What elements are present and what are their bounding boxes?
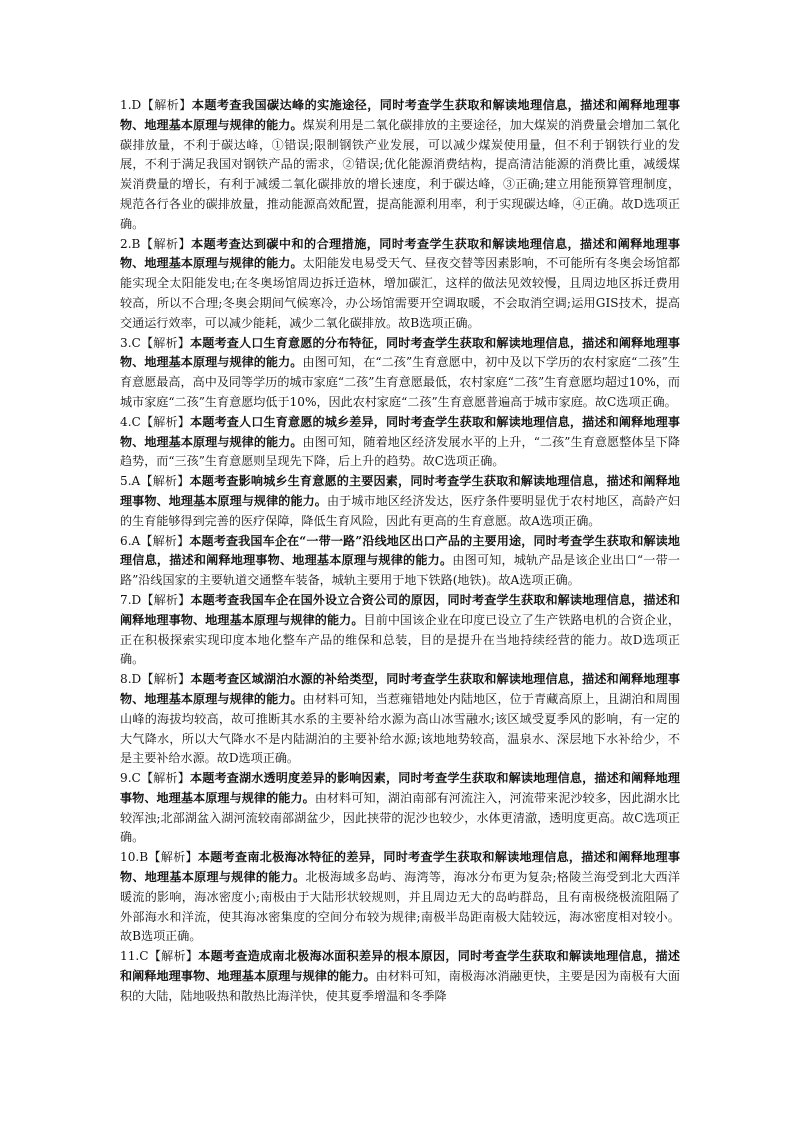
answer-number: 4.C: [120, 414, 141, 429]
answer-number: 7.D: [120, 592, 142, 607]
answer-number: 9.C: [120, 771, 141, 786]
answer-number: 11.C: [120, 949, 149, 964]
explanation-lead: 本题考查我国车企在国外设立合资公司的原因，同时考查学生获取和解读地理信息，描述和阐释地理事物、地理基本原理与规律的能力。: [120, 592, 680, 627]
explanation-lead: 本题考查影响城乡生育意愿的主要因素，同时考查学生获取和解读地理信息，描述和阐释地理事物、地理基本原理与规律的能力。: [120, 474, 680, 508]
explanation-lead: 本题考查区域湖泊水源的补给类型，同时考查学生获取和解读地理信息，描述和阐释地理事物、地理基本原理与规律的能力。: [120, 672, 680, 706]
answer-number: 1.D: [120, 98, 142, 112]
analysis-tag: 【解析】: [148, 949, 199, 964]
explanation-lead: 本题考查我国车企在“一带一路”沿线地区出口产品的主要用途，同时考查学生获取和解读地理信息，描述和阐释地理事物、地理基本原理与规律的能力。: [120, 533, 680, 568]
explanation-body: 目前中国该企业在印度已设立了生产铁路电机的合资企业，正在积极探索实现印度本地化整车产品的维保和总装，目的是提升在当地持续经营的能力。故D选项正确。: [120, 612, 680, 667]
explanation-item-1: [120, 96, 680, 235]
analysis-tag: 【解析】: [140, 335, 190, 350]
explanation-lead: 本题考查我国碳达峰的实施途径，同时考查学生获取和解读地理信息，描述和阐释地理事物、地理基本原理与规律的能力。: [120, 98, 680, 132]
analysis-tag: 【解析】: [141, 98, 192, 112]
explanation-lead: 本题考查人口生育意愿的分布特征，同时考查学生获取和解读地理信息，描述和阐释地理事物、地理基本原理与规律的能力。: [120, 335, 680, 370]
explanation-body: 由图可知，随着地区经济发展水平的上升，“二孩”生育意愿整体呈下降趋势，而“三孩”生育意愿则呈现先下降，后上升的趋势。故C选项正确。: [120, 434, 680, 469]
explanation-body: 由于城市地区经济发达，医疗条件要明显优于农村地区，高龄产妇的生育能够得到完善的医疗保障，降低生育风险，因此有更高的生育意愿。故A选项正确。: [120, 493, 680, 528]
explanation-lead: 本题考查南北极海冰特征的差异，同时考查学生获取和解读地理信息，描述和阐释地理事物、地理基本原理与规律的能力。: [120, 850, 680, 885]
explanation-body: 由图可知，城轨产品是该企业出口“一带一路”沿线国家的主要轨道交通整车装备，城轨主要用于地下铁路(地铁)。故A选项正确。: [120, 553, 680, 588]
explanation-item-5: [120, 472, 680, 531]
explanation-body: 北极海域多岛屿、海湾等，海冰分布更为复杂;格陵兰海受到北大西洋暖流的影响，海冰密度小;南极由于大陆形状较规则，并且周边无大的岛屿群岛，且有南极绕极流阻隔了外部海水和洋流，使其海冰密集度的空间分布较为规律;南极半岛距南极大陆较远，海冰密度相对较小。故B选项正确。: [120, 870, 680, 944]
explanation-body: 由材料可知，南极海冰消融更快，主要是因为南极有大面积的大陆，陆地吸热和散热比海洋快，使其夏季增温和冬季降: [120, 969, 680, 1003]
answer-number: 10.B: [120, 850, 149, 865]
explanation-body: 由材料可知，湖泊南部有河流注入，河流带来泥沙较多，因此湖水比较浑浊;北部湖盆入湖河流较南部湖盆少，因此挟带的泥沙也较少，水体更清澈，透明度更高。故C选项正确。: [120, 790, 680, 845]
explanation-body: 太阳能发电易受天气、昼夜交替等因素影响，不可能所有冬奥会场馆都能实现全太阳能发电;在冬奥场馆周边拆迁造林，增加碳汇，这样的做法见效较慢，且周边地区拆迁费用较高，所以不合理;冬奥会期间气候寒冷，办公场馆需要开空调取暖，不会取消空调;运用GIS技术，提高交通运行效率，可以减少能耗，减少二氧化碳排放。故B选项正确。: [120, 256, 680, 330]
answer-number: 6.A: [120, 533, 141, 548]
analysis-tag: 【解析】: [140, 533, 190, 548]
answer-number: 2.B: [120, 236, 141, 251]
answer-explanations: [120, 96, 680, 1007]
analysis-tag: 【解析】: [140, 771, 190, 786]
analysis-tag: 【解析】: [140, 474, 190, 489]
analysis-tag: 【解析】: [141, 672, 191, 687]
explanation-item-8: [120, 670, 680, 769]
answer-number: 8.D: [120, 672, 142, 687]
explanation-body: 煤炭利用是二氧化碳排放的主要途径，加大煤炭的消费量会增加二氧化碳排放量，不利于碳达峰，①错误;限制钢铁产业发展，可以减少煤炭使用量，但不利于钢铁行业的发展，不利于满足我国对钢铁产品的需求，②错误;优化能源消费结构，提高清洁能源的消费比重，减缓煤炭消费量的增长，有利于减缓二氧化碳排放的增长速度，利于碳达峰，③正确;建立用能预算管理制度，规范各行各业的碳排放量，推动能源高效配置，提高能源利用率，利于实现碳达峰，④正确。故D选项正确。: [120, 117, 680, 231]
analysis-tag: 【解析】: [140, 414, 190, 429]
answer-number: 5.A: [120, 474, 141, 489]
explanation-item-3: [120, 334, 680, 413]
explanation-item-11: [120, 947, 680, 1006]
answer-number: 3.C: [120, 335, 141, 350]
explanation-item-10: [120, 848, 680, 947]
explanation-body: 由图可知，在“二孩”生育意愿中，初中及以下学历的农村家庭“二孩”生育意愿最高，高中及同等学历的城市家庭“二孩”生育意愿最低，农村家庭“二孩”生育意愿均超过10%，而城市家庭“二孩”生育意愿均低于10%，因此农村家庭“二孩”生育意愿普遍高于城市家庭。故C选项正确。: [120, 355, 680, 409]
explanation-item-7: [120, 591, 680, 670]
explanation-item-6: [120, 532, 680, 591]
explanation-lead: 本题考查造成南北极海冰面积差异的根本原因，同时考查学生获取和解读地理信息，描述和阐释地理事物、地理基本原理与规律的能力。: [120, 949, 680, 984]
explanation-lead: 本题考查湖水透明度差异的影响因素，同时考查学生获取和解读地理信息，描述和阐释地理事物、地理基本原理与规律的能力。: [120, 771, 680, 805]
explanation-item-4: [120, 413, 680, 472]
explanation-lead: 本题考查人口生育意愿的城乡差异，同时考查学生获取和解读地理信息，描述和阐释地理事物、地理基本原理与规律的能力。: [120, 414, 680, 449]
explanation-body: 由材料可知，当惹雍错地处内陆地区，位于青藏高原上，且湖泊和周围山峰的海拔均较高，故可推断其水系的主要补给水源为高山冰雪融水;该区域受夏季风的影响，有一定的大气降水，所以大气降水不是内陆湖泊的主要补给水源;该地地势较高，温泉水、深层地下水补给少，不是主要补给水源。故D选项正确。: [120, 691, 680, 766]
analysis-tag: 【解析】: [140, 236, 192, 251]
analysis-tag: 【解析】: [148, 850, 198, 865]
explanation-item-9: [120, 769, 680, 848]
analysis-tag: 【解析】: [141, 592, 191, 607]
explanation-item-2: [120, 235, 680, 334]
explanation-lead: 本题考查达到碳中和的合理措施，同时考查学生获取和解读地理信息，描述和阐释地理事物、地理基本原理与规律的能力。: [120, 236, 680, 271]
